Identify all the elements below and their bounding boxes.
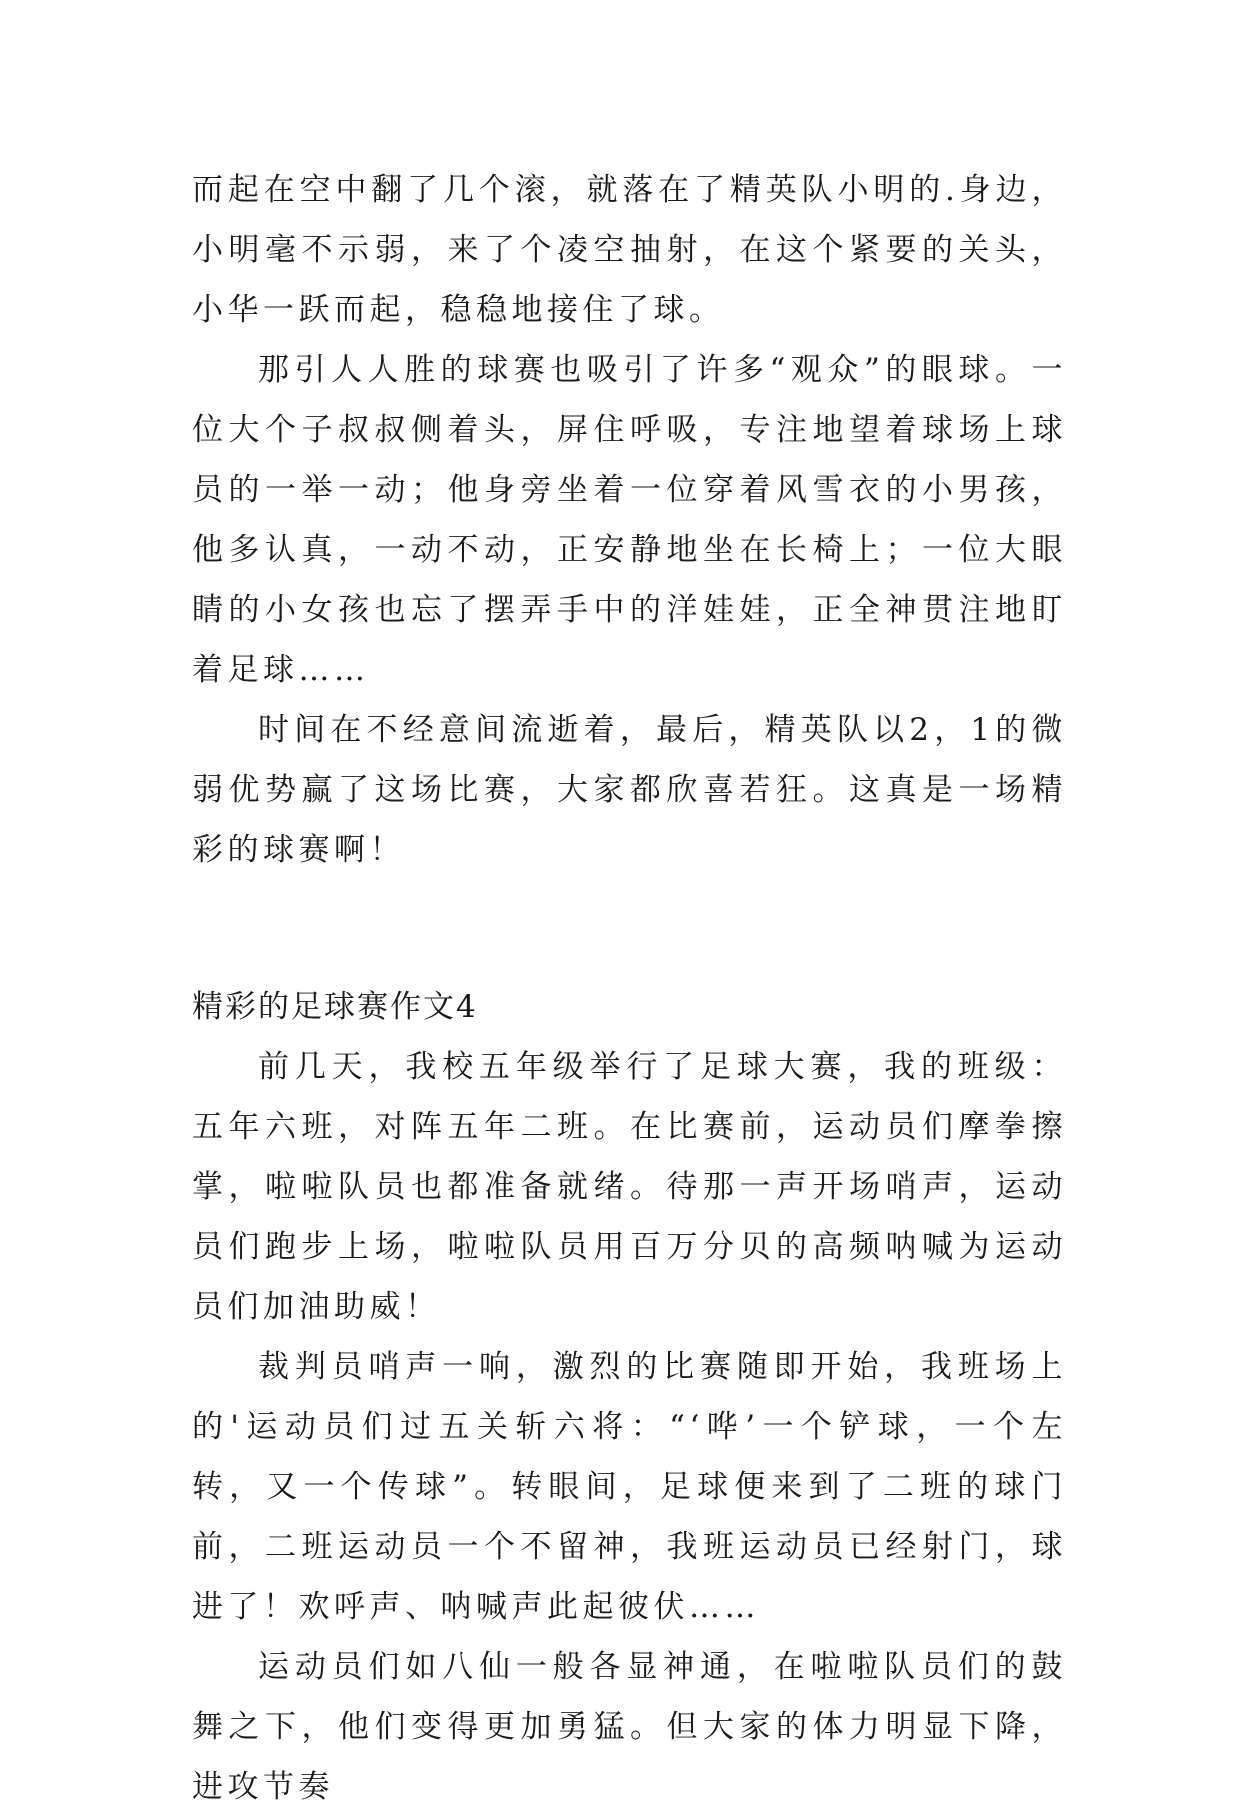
paragraph: 时间在不经意间流逝着，最后，精英队以2，1的微弱优势赢了这场比赛，大家都欣喜若狂。这真是一场精彩的球赛啊！ bbox=[192, 712, 1067, 868]
paragraph: 前几天，我校五年级举行了足球大赛，我的班级：五年六班，对阵五年二班。在比赛前，运动员们摩拳擦掌，啦啦队员也都准备就绪。待那一声开场哨声，运动员们跑步上场，啦啦队员用百万分贝的高频呐喊为运动员们加油助威！ bbox=[192, 1049, 1067, 1325]
paragraph: 运动员们如八仙一般各显神通，在啦啦队员们的鼓舞之下，他们变得更加勇猛。但大家的体力明显下降，进攻节奏 bbox=[192, 1649, 1067, 1805]
paragraph: 那引人人胜的球赛也吸引了许多“观众”的眼球。一位大个子叔叔侧着头，屏住呼吸，专注地望着球场上球员的一举一动；他身旁坐着一位穿着风雪衣的小男孩，他多认真，一动不动，正安静地坐在长椅上；一位大眼睛的小女孩也忘了摆弄手中的洋娃娃，正全神贯注地盯着足球…… bbox=[192, 352, 1067, 688]
paragraph: 裁判员哨声一响，激烈的比赛随即开始，我班场上的'运动员们过五关斩六将：“‘哗’一个铲球，一个左转，又一个传球”。转眼间，足球便来到了二班的球门前，二班运动员一个不留神，我班运动员已经射门，球进了！欢呼声、呐喊声此起彼伏…… bbox=[192, 1349, 1067, 1625]
paragraph: 而起在空中翻了几个滚，就落在了精英队小明的.身边，小明毫不示弱，来了个凌空抽射，在这个紧要的关头，小华一跃而起，稳稳地接住了球。 bbox=[192, 172, 1067, 328]
section-heading: 精彩的足球赛作文4 bbox=[192, 989, 478, 1025]
document-body bbox=[192, 160, 1067, 1817]
